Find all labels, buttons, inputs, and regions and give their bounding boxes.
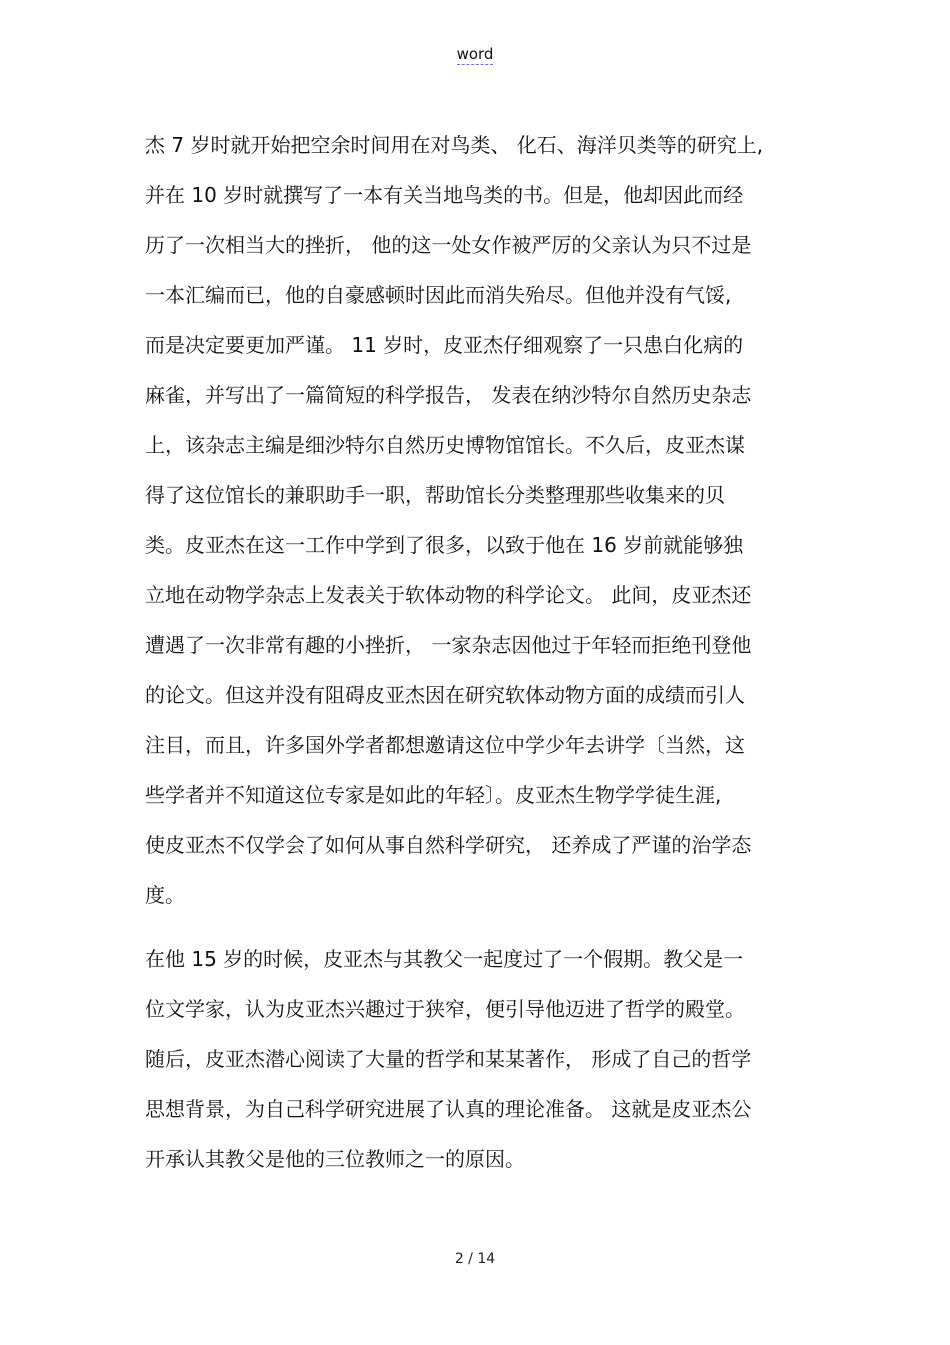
text-line: 注目，而且，许多国外学者都想邀请这位中学少年去讲学〔当然，这 <box>145 733 745 757</box>
text-line: 随后，皮亚杰潜心阅读了大量的哲学和某某著作， 形成了自己的哲学 <box>145 1047 752 1071</box>
paragraph-2 <box>145 934 815 1184</box>
text-line: 思想背景，为自己科学研究进展了认真的理论准备。 这就是皮亚杰公 <box>145 1097 752 1121</box>
text-line: 而是决定要更加严谨。 11 岁时，皮亚杰仔细观察了一只患白化病的 <box>145 333 744 357</box>
text-line: 开承认其教父是他的三位教师之一的原因。 <box>145 1147 525 1171</box>
text-line: 的论文。但这并没有阻碍皮亚杰因在研究软体动物方面的成绩而引人 <box>145 683 745 707</box>
text-line: 麻雀，并写出了一篇简短的科学报告， 发表在纳沙特尔自然历史杂志 <box>145 383 752 407</box>
text-line: 得了这位馆长的兼职助手一职，帮助馆长分类整理那些收集来的贝 <box>145 483 725 507</box>
text-line: 立地在动物学杂志上发表关于软体动物的科学论文。 此间，皮亚杰还 <box>145 583 752 607</box>
text-line: 些学者并不知道这位专家是如此的年轻〕。皮亚杰生物学学徒生涯, <box>145 783 722 807</box>
paragraph-1 <box>145 120 815 920</box>
document-body <box>145 120 815 1198</box>
text-line: 度。 <box>145 883 185 907</box>
text-line: 位文学家，认为皮亚杰兴趣过于狭窄，便引导他迈进了哲学的殿堂。 <box>145 997 745 1021</box>
text-line: 一本汇编而已，他的自豪感顿时因此而消失殆尽。但他并没有气馁, <box>145 283 732 307</box>
text-line: 并在 10 岁时就撰写了一本有关当地鸟类的书。但是，他却因此而经 <box>145 183 744 207</box>
text-line: 杰 7 岁时就开始把空余时间用在对鸟类、 化石、海洋贝类等的研究上, <box>145 133 764 157</box>
text-line: 类。皮亚杰在这一工作中学到了很多，以致于他在 16 岁前就能够独 <box>145 533 744 557</box>
text-line: 遭遇了一次非常有趣的小挫折， 一家杂志因他过于年轻而拒绝刊登他 <box>145 633 752 657</box>
page-number: 2 / 14 <box>454 1251 496 1267</box>
text-line: 使皮亚杰不仅学会了如何从事自然科学研究， 还养成了严谨的治学态 <box>145 833 752 857</box>
text-line: 在他 15 岁的时候，皮亚杰与其教父一起度过了一个假期。教父是一 <box>145 947 744 971</box>
text-line: 历了一次相当大的挫折， 他的这一处女作被严厉的父亲认为只不过是 <box>145 233 752 257</box>
page-header <box>0 44 950 64</box>
text-line: 上，该杂志主编是细沙特尔自然历史博物馆馆长。不久后，皮亚杰谋 <box>145 433 745 457</box>
header-title: word <box>456 45 494 63</box>
